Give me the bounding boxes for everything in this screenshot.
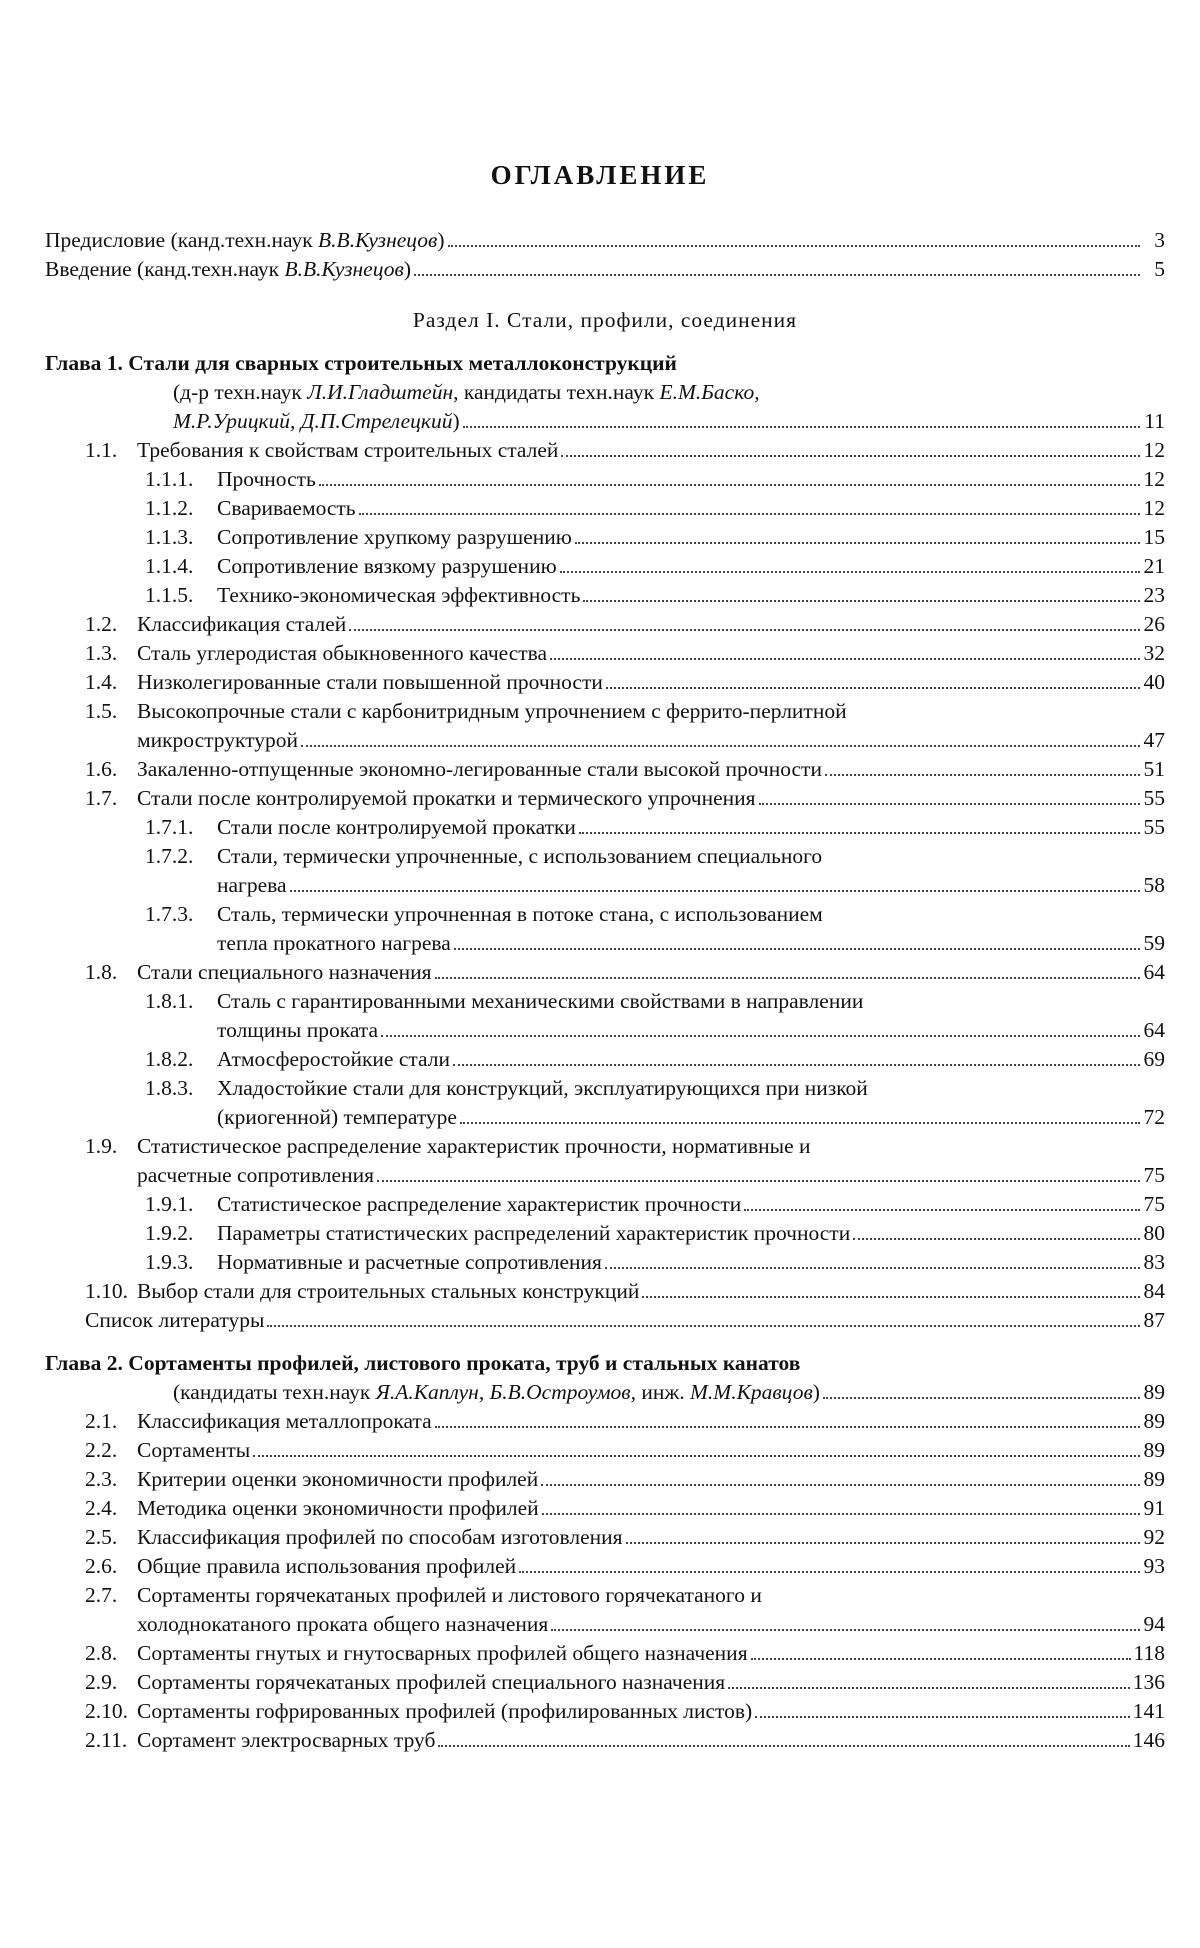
toc-entry-number: 2.6. [85, 1554, 118, 1578]
toc-entry-label [145, 1219, 850, 1248]
dot-leader [453, 1064, 1140, 1066]
dot-leader [448, 245, 1140, 247]
toc-entry-number: 1.5. [85, 699, 118, 723]
toc-entry[interactable] [45, 1552, 1165, 1581]
page-number: 75 [1143, 1163, 1165, 1187]
chapter-2-heading[interactable]: Глава 2. Сортаменты профилей, листового проката, труб и стальных канатов [45, 1351, 801, 1375]
dot-leader [575, 542, 1140, 544]
toc-entry-label [85, 1639, 748, 1668]
dot-leader [460, 1122, 1140, 1124]
toc-entry-text: Классификация сталей [137, 612, 347, 636]
toc-entry-label [85, 1668, 725, 1697]
dot-leader [583, 600, 1140, 602]
toc-entry-label-continued: (криогенной) температуре [217, 1105, 457, 1129]
chapter-2-authors-line[interactable]: (кандидаты техн.наук Я.А.Каплун, Б.В.Остроумов, инж. М.М.Кравцов) 89 [45, 1378, 1165, 1407]
page-number: 3 [1154, 228, 1165, 252]
dot-leader [825, 774, 1140, 776]
page-number: 11 [1144, 409, 1165, 433]
toc-entry-label [85, 668, 603, 697]
page-number: 93 [1143, 1554, 1165, 1578]
toc-entry-number: 2.7. [85, 1583, 118, 1607]
toc-entry[interactable] [45, 523, 1165, 552]
toc-entry-text: Сопротивление хрупкому разрушению [217, 525, 572, 549]
toc-entry-number: 1.8.2. [145, 1047, 194, 1071]
toc-entry-label [85, 1277, 639, 1306]
toc-entry-text: Закаленно-отпущенные экономно-легированные стали высокой прочности [137, 757, 822, 781]
dot-leader [579, 832, 1140, 834]
toc-entry[interactable] [45, 1726, 1165, 1755]
toc-entry-number: 1.1.3. [145, 525, 194, 549]
toc-entry[interactable] [45, 610, 1165, 639]
toc-entry-label [85, 436, 558, 465]
toc-entry-label [145, 1190, 741, 1219]
toc-entry-text: Сортаменты гнутых и гнутосварных профилей общего назначения [137, 1641, 748, 1665]
toc-entry-label [145, 1076, 868, 1100]
page-number: 40 [1143, 670, 1165, 694]
page-number: 55 [1143, 786, 1165, 810]
dot-leader [290, 890, 1140, 892]
toc-entry[interactable] [45, 813, 1165, 842]
toc-entry-text: Стали, термически упрочненные, с использованием специального [217, 844, 823, 868]
toc-entry-number: 2.11. [85, 1728, 128, 1752]
page-number: 87 [1143, 1308, 1165, 1332]
toc-entry-text: Хладостойкие стали для конструкций, эксплуатирующихся при низкой [217, 1076, 868, 1100]
toc-entry-label [145, 581, 580, 610]
dot-leader [550, 658, 1140, 660]
toc-entry-text: Низколегированные стали повышенной прочности [137, 670, 603, 694]
toc-entry[interactable] [45, 1639, 1165, 1668]
toc-entry-number: 1.8. [85, 960, 118, 984]
page-number: 12 [1143, 496, 1165, 520]
dot-leader [759, 803, 1140, 805]
toc-entry[interactable] [45, 639, 1165, 668]
toc-entry-label [145, 813, 576, 842]
toc-entry[interactable] [45, 1668, 1165, 1697]
page-number: 51 [1143, 757, 1165, 781]
toc-entry-continuation[interactable] [45, 1016, 1165, 1045]
toc-entry[interactable] [45, 958, 1165, 987]
page-number: 136 [1132, 1670, 1165, 1694]
chapter-1-entries [45, 436, 1165, 1335]
toc-entry-continuation[interactable] [45, 929, 1165, 958]
toc-entry-text: Сталь, термически упрочненная в потоке стана, с использованием [217, 902, 823, 926]
page-number: 118 [1133, 1641, 1165, 1665]
toc-entry-label [145, 989, 863, 1013]
toc-entry-number: 1.7. [85, 786, 118, 810]
toc-entry-first-line[interactable] [45, 1581, 1165, 1610]
page-number: 80 [1143, 1221, 1165, 1245]
page-number: 89 [1143, 1380, 1165, 1404]
dot-leader [606, 687, 1140, 689]
toc-entry-label [85, 1465, 538, 1494]
dot-leader [626, 1542, 1140, 1544]
toc-entry-continuation[interactable] [45, 1103, 1165, 1132]
toc-entry-continuation[interactable] [45, 726, 1165, 755]
dot-leader [349, 629, 1140, 631]
toc-entry-label-continued: толщины проката [217, 1018, 379, 1042]
toc-entry[interactable] [45, 1494, 1165, 1523]
toc-entry-text: Стали после контролируемой прокатки [217, 815, 576, 839]
toc-entry-continuation[interactable] [45, 1610, 1165, 1639]
page-number: 23 [1143, 583, 1165, 607]
toc-entry-continuation[interactable] [45, 1161, 1165, 1190]
page-number: 32 [1143, 641, 1165, 665]
toc-entry-text: Свариваемость [217, 496, 356, 520]
toc-entry-number: 1.1. [85, 438, 118, 462]
toc-entry-text: Сортаменты горячекатаных профилей специального назначения [137, 1670, 726, 1694]
toc-entry-number: 2.8. [85, 1641, 118, 1665]
toc-entry-label [85, 784, 756, 813]
toc-entry[interactable] [45, 1219, 1165, 1248]
toc-entry-text: Статистическое распределение характеристик прочности [217, 1192, 742, 1216]
toc-entry-text: Сортамент электросварных труб [137, 1728, 436, 1752]
toc-entry-introduction[interactable] [45, 255, 1165, 284]
page-number: 47 [1143, 728, 1165, 752]
toc-entry-label [85, 1583, 762, 1607]
dot-leader [541, 1484, 1140, 1486]
page-number: 72 [1143, 1105, 1165, 1129]
toc-entry-text: Атмосферостойкие стали [217, 1047, 451, 1071]
page-number: 64 [1143, 960, 1165, 984]
dot-leader [853, 1238, 1140, 1240]
toc-entry-first-line[interactable] [45, 842, 1165, 871]
toc-entry-text: Методика оценки экономичности профилей [137, 1496, 539, 1520]
toc-entry-label [85, 610, 346, 639]
toc-entry-text: Параметры статистических распределений характеристик прочности [217, 1221, 851, 1245]
toc-entry-number: 1.7.3. [145, 902, 194, 926]
toc-entry-label-continued: расчетные сопротивления [137, 1163, 374, 1187]
page-number: 83 [1143, 1250, 1165, 1274]
dot-leader [414, 274, 1140, 276]
toc-entry-text: Список литературы [85, 1308, 265, 1332]
page-number: 21 [1143, 554, 1165, 578]
section-heading: Раздел I. Стали, профили, соединения [412, 308, 798, 332]
dot-leader [454, 948, 1140, 950]
dot-leader [319, 484, 1140, 486]
toc-entry[interactable] [45, 784, 1165, 813]
toc-entry-text: Классификация профилей по способам изготовления [137, 1525, 623, 1549]
toc-entry-label [145, 523, 572, 552]
toc-entry[interactable] [45, 1190, 1165, 1219]
toc-entry-text: Выбор стали для строительных стальных конструкций [137, 1279, 640, 1303]
toc-entry-label [85, 1494, 539, 1523]
page-number: 146 [1132, 1728, 1165, 1752]
toc-entry[interactable] [45, 494, 1165, 523]
page-number: 5 [1154, 257, 1165, 281]
page-number: 69 [1143, 1047, 1165, 1071]
page-number: 141 [1132, 1699, 1165, 1723]
toc-entry-text: Прочность [217, 467, 316, 491]
page-number: 89 [1143, 1438, 1165, 1462]
toc-entry-label [85, 1407, 432, 1436]
toc-entry[interactable] [45, 668, 1165, 697]
dot-leader [542, 1513, 1140, 1515]
dot-leader [377, 1180, 1140, 1182]
dot-leader [267, 1325, 1140, 1327]
toc-entry-label: Введение (канд.техн.наук В.В.Кузнецов) [45, 257, 411, 281]
dot-leader [744, 1209, 1140, 1211]
chapter-1-authors-line[interactable]: М.Р.Урицкий, Д.П.Стрелецкий) 11 [45, 407, 1165, 436]
page-number: 26 [1143, 612, 1165, 636]
toc-entry-number: 1.9.1. [145, 1192, 194, 1216]
toc-entry-number: 2.3. [85, 1467, 118, 1491]
toc-entry-label [145, 552, 557, 581]
toc-entry-first-line[interactable] [45, 697, 1165, 726]
toc-entry-label [85, 1306, 264, 1335]
page-number: 15 [1143, 525, 1165, 549]
toc-entry[interactable] [45, 1436, 1165, 1465]
toc-entry-text: Требования к свойствам строительных сталей [137, 438, 559, 462]
toc-entry-text: Высокопрочные стали с карбонитридным упрочнением с феррито-перлитной [137, 699, 847, 723]
toc-entry[interactable] [45, 581, 1165, 610]
toc-entry[interactable] [45, 552, 1165, 581]
page-number: 94 [1143, 1612, 1165, 1636]
toc-entry-number: 2.1. [85, 1409, 118, 1433]
page-number: 12 [1143, 467, 1165, 491]
page-number: 89 [1143, 1409, 1165, 1433]
toc-entry-label-continued: холоднокатаного проката общего назначения [137, 1612, 549, 1636]
toc-entry-label [85, 1697, 752, 1726]
toc-entry-number: 1.1.2. [145, 496, 194, 520]
toc-entry-number: 1.10. [85, 1279, 128, 1303]
toc-entry-number: 1.2. [85, 612, 118, 636]
page-number: 58 [1143, 873, 1165, 897]
toc-entry-label [145, 1248, 602, 1277]
toc-entry-first-line[interactable] [45, 1074, 1165, 1103]
toc-entry[interactable] [45, 436, 1165, 465]
toc-entry-number: 1.1.4. [145, 554, 194, 578]
toc-entry[interactable] [45, 755, 1165, 784]
dot-leader [438, 1745, 1129, 1747]
toc-entry-text: Сталь с гарантированными механическими свойствами в направлении [217, 989, 864, 1013]
page-number: 75 [1143, 1192, 1165, 1216]
toc-entry-text: Стали специального назначения [137, 960, 432, 984]
toc-entry[interactable] [45, 1277, 1165, 1306]
dot-leader [463, 426, 1140, 428]
toc-entry-number: 1.3. [85, 641, 118, 665]
dot-leader [751, 1658, 1131, 1660]
toc-entry-number: 1.6. [85, 757, 118, 781]
toc-entry-text: Нормативные и расчетные сопротивления [217, 1250, 602, 1274]
page-number: 55 [1143, 815, 1165, 839]
dot-leader [755, 1716, 1130, 1718]
toc-entry-number: 1.8.3. [145, 1076, 194, 1100]
dot-leader [381, 1035, 1140, 1037]
toc-entry-number: 1.4. [85, 670, 118, 694]
toc-entry[interactable] [45, 1407, 1165, 1436]
toc-entry-number: 1.7.2. [145, 844, 194, 868]
toc-entry[interactable] [45, 1248, 1165, 1277]
toc-entry-label [145, 902, 823, 926]
toc-entry-text: Классификация металлопроката [137, 1409, 432, 1433]
toc-entry-label-continued: тепла прокатного нагрева [217, 931, 451, 955]
dot-leader [560, 571, 1140, 573]
toc-entry-number: 1.9.2. [145, 1221, 194, 1245]
toc-entry-label [85, 958, 432, 987]
toc-entry-first-line[interactable] [45, 987, 1165, 1016]
toc-entry-text: Сортаменты горячекатаных профилей и листового горячекатаного и [137, 1583, 762, 1607]
toc-entry-number: 2.9. [85, 1670, 118, 1694]
page-number: 92 [1143, 1525, 1165, 1549]
dot-leader [551, 1629, 1140, 1631]
toc-entry-number: 1.1.1. [145, 467, 194, 491]
dot-leader [359, 513, 1140, 515]
toc-entry-text: Технико-экономическая эффективность [217, 583, 581, 607]
toc-entry-label [85, 1726, 435, 1755]
toc-entry-label [85, 1436, 250, 1465]
toc-entry-text: Сопротивление вязкому разрушению [217, 554, 557, 578]
page-number: 59 [1143, 931, 1165, 955]
dot-leader [253, 1455, 1140, 1457]
dot-leader [435, 977, 1140, 979]
toc-entry-text: Сортаменты [137, 1438, 251, 1462]
toc-entry-number: 2.5. [85, 1525, 118, 1549]
toc-entry-number: 1.9.3. [145, 1250, 194, 1274]
toc-entry-text: Сталь углеродистая обыкновенного качества [137, 641, 548, 665]
page-number: 91 [1143, 1496, 1165, 1520]
page-number: 89 [1143, 1467, 1165, 1491]
toc-entry[interactable] [45, 1697, 1165, 1726]
toc-entry-number: 1.8.1. [145, 989, 194, 1013]
chapter-2-entries [45, 1407, 1165, 1755]
toc-entry-label [85, 1134, 811, 1158]
toc-entry-label: Предисловие (канд.техн.наук В.В.Кузнецов) [45, 228, 445, 252]
toc-entry-number: 1.1.5. [145, 583, 194, 607]
dot-leader [435, 1426, 1140, 1428]
toc-entry-label-continued: нагрева [217, 873, 287, 897]
toc-entry-number: 1.7.1. [145, 815, 194, 839]
toc-entry-label [85, 755, 822, 784]
table-of-contents [45, 226, 1165, 1755]
toc-entry-preface[interactable] [45, 226, 1165, 255]
toc-entry-label [85, 699, 847, 723]
toc-entry-text: Критерии оценки экономичности профилей [137, 1467, 539, 1491]
toc-entry-text: Стали после контролируемой прокатки и термического упрочнения [137, 786, 756, 810]
chapter-1-heading[interactable]: Глава 1. Стали для сварных строительных металлоконструкций [45, 351, 677, 375]
dot-leader [642, 1296, 1140, 1298]
toc-entry[interactable] [45, 1523, 1165, 1552]
toc-entry-continuation[interactable] [45, 871, 1165, 900]
page-title: ОГЛАВЛЕНИЕ [490, 160, 710, 190]
toc-entry-label [145, 465, 316, 494]
toc-entry-text: Сортаменты гофрированных профилей (профилированных листов) [137, 1699, 753, 1723]
toc-entry-text: Статистическое распределение характеристик прочности, нормативные и [137, 1134, 811, 1158]
toc-entry-number: 1.9. [85, 1134, 118, 1158]
dot-leader [728, 1687, 1130, 1689]
toc-entry-label [145, 1045, 450, 1074]
toc-entry[interactable] [45, 1045, 1165, 1074]
page-number: 64 [1143, 1018, 1165, 1042]
toc-entry-label [85, 1523, 623, 1552]
toc-entry[interactable] [45, 1465, 1165, 1494]
dot-leader [519, 1571, 1140, 1573]
toc-entry-number: 2.2. [85, 1438, 118, 1462]
toc-entry-text: Общие правила использования профилей [137, 1554, 517, 1578]
toc-entry-label [85, 1552, 516, 1581]
toc-entry-number: 2.4. [85, 1496, 118, 1520]
toc-entry-first-line[interactable] [45, 1132, 1165, 1161]
dot-leader [605, 1267, 1140, 1269]
toc-entry[interactable] [45, 465, 1165, 494]
toc-entry-label [85, 639, 547, 668]
dot-leader [561, 455, 1140, 457]
dot-leader [301, 745, 1140, 747]
toc-entry-label [145, 844, 822, 868]
chapter-1-authors: (д-р техн.наук Л.И.Гладштейн, кандидаты техн.наук Е.М.Баско, [173, 380, 760, 404]
toc-entry-first-line[interactable] [45, 900, 1165, 929]
toc-entry[interactable] [45, 1306, 1165, 1335]
toc-entry-number: 2.10. [85, 1699, 128, 1723]
toc-entry-label [145, 494, 356, 523]
toc-entry-label-continued: микроструктурой [137, 728, 299, 752]
page-number: 12 [1143, 438, 1165, 462]
dot-leader [823, 1397, 1140, 1399]
page-number: 84 [1143, 1279, 1165, 1303]
